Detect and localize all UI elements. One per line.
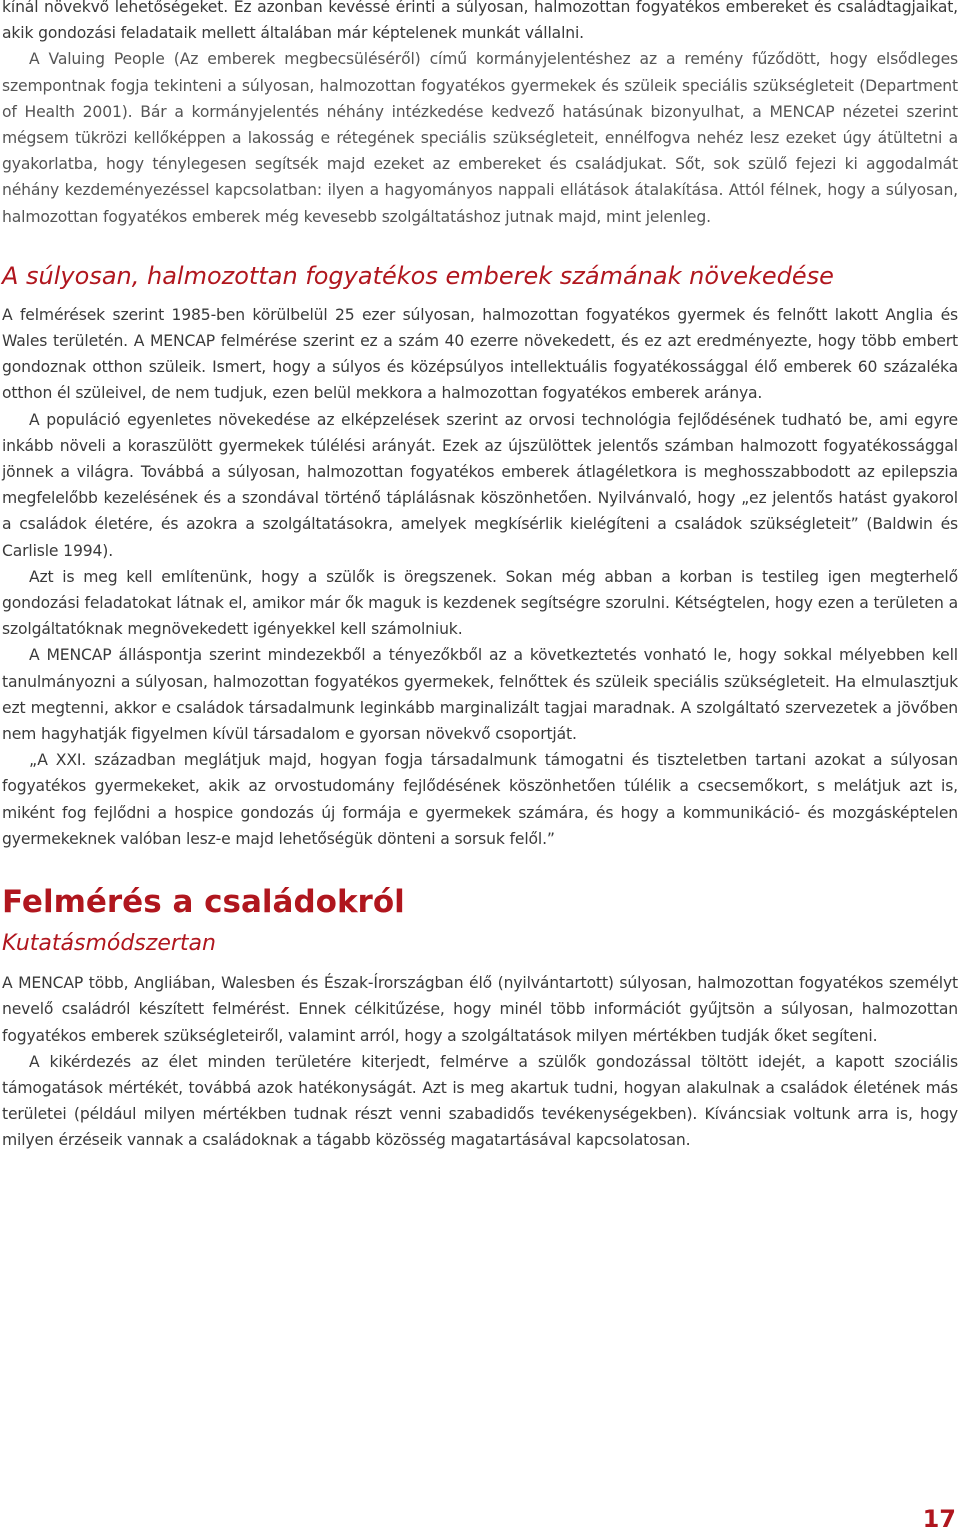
paragraph-intro-continuation: kínál növekvő lehetőségeket. Ez azonban kevéssé érinti a súlyosan, halmozottan fogyatékos embereket és családtagjaikat, akik gondozási feladataik mellett általában már képtelenek munkát vállalni. xyxy=(2,0,958,43)
document-page xyxy=(2,0,958,1154)
page-number: 17 xyxy=(922,1505,956,1533)
paragraph-mencap-survey: A MENCAP több, Angliában, Walesben és Észak-Írországban élő (nyilvántartott) súlyosan, halmozottan fogyatékos személyt nevelő családról készített felmérést. Ennek célkitűzése, hogy minél több információt gyűjtsön a súlyosan, halmozottan fogyatékos emberek szükségleteiről, valamint arról, hogy a szolgáltatások milyen mértékben tudják őket segíteni. xyxy=(2,974,958,1045)
paragraph-population-growth: A populáció egyenletes növekedése az elképzelések szerint az orvosi technológia fejlődésének tudható be, ami egyre inkább növeli a koraszülött gyermekek túlélési arányát. Ezek az újszülöttek jelentős számban halmozott fogyatékossággal jönnek a világra. Továbbá a súlyosan, halmozottan fogyatékos emberek átlagéletkora is meghosszabbodott az epilepszia megfelelőbb kezelésének és a szondával történő táplálásnak köszönhetően. Nyilvánvaló, hogy „ez jelentős hatást gyakorol a családok életére, és azokra a szolgáltatásokra, amelyek megkísérlik kielégíteni a családok szükségleteit” (Baldwin és Carlisle 1994). xyxy=(2,410,958,560)
paragraph-aging-parents: Azt is meg kell említenünk, hogy a szülők is öregszenek. Sokan még abban a korban is testileg igen megterhelő gondozási feladatokat látnak el, amikor már ők maguk is kezdenek segítségre szorulni. Kétségtelen, hogy ezen a területen a szolgáltatóknak megnövekedett igényekkel kell számolniuk. xyxy=(2,567,958,639)
section-heading-population-growth: A súlyosan, halmozottan fogyatékos emberek számának növekedése xyxy=(2,261,834,290)
subheading-research-methodology: Kutatásmódszertan xyxy=(2,931,216,957)
paragraph-mencap-position: A MENCAP álláspontja szerint mindezekből a tényezőkből az a következtetés vonható le, hogy sokkal mélyebben kell tanulmányozni a súlyosan, halmozottan fogyatékos gyermekek, felnőttek és szüleik speciális szükségleteit. Ha elmulasztjuk ezt megtenni, akkor e családok társadalmunk leginkább marginalizált tagjai maradnak. A szolgáltató szervezetek a jövőben nem hagyhatják figyelmen kívül társadalom e gyorsan növekvő csoportját. xyxy=(2,646,958,744)
paragraph-interview-scope: A kikérdezés az élet minden területére kiterjedt, felmérve a szülők gondozással töltött idejét, a kapott szociális támogatások mértékét, továbbá azok hatékonyságát. Azt is meg akartuk tudni, hogyan alakulnak a családok életének más területei (például milyen mértékben tudnak részt venni szabadidős tevékenységekben). Kíváncsiak voltunk arra is, hogy milyen érzéseik vannak a családoknak a tágabb közösség magatartásával kapcsolatosan. xyxy=(2,1052,958,1150)
paragraph-quote-21st-century: „A XXI. században meglátjuk majd, hogyan fogja társadalmunk támogatni és tiszteletben tartani azokat a súlyosan fogyatékos gyermekeket, akik az orvostudomány fejlődésének köszönhetően túlélik a csecsemőkort, s melátjuk azt is, miként fog fejlődni a hospice gondozás új formája e gyermekek számára, és hogy a kommunikáció- és mozgásképtelen gyermekeknek valóban lesz-e majd lehetőségük dönteni a sorsuk felől.” xyxy=(2,751,958,848)
paragraph-valuing-people: A Valuing People (Az emberek megbecsüléséről) című kormányjelentéshez az a remény fűződött, hogy elsődleges szempontnak fogja tekinteni a súlyosan, halmozottan fogyatékos gyermekek és szüleik speciális szükségleteit (Department of Health 2001). Bár a kormányjelentés néhány intézkedése kedvező hatásúnak bizonyulhat, a MENCAP nézetei szerint mégsem tükrözi kellőképpen a lakosság e rétegének speciális szükségleteit, ennélfogva nehéz lesz ezeket úgy átültetni a gyakorlatba, hogy ténylegesen segítsék majd ezeket az embereket és családjukat. Sőt, sok szülő fejezi ki aggodalmát néhány kezdeményezéssel kapcsolatban: ilyen a hagyományos nappali ellátások átalakítása. Attól félnek, hogy a súlyosan, halmozottan fogyatékos emberek még kevesebb szolgáltatáshoz jutnak majd, mint jelenleg. xyxy=(2,50,958,226)
paragraph-survey-1985: A felmérések szerint 1985-ben körülbelül 25 ezer súlyosan, halmozottan fogyatékos gyermek és felnőtt lakott Anglia és Wales területén. A MENCAP felmérése szerint ez a szám 40 ezerre növekedett, és ez azt eredményezte, hogy több embert gondoznak otthon szüleik. Ismert, hogy a súlyos és középsúlyos intellektuális fogyatékossággal élő emberek 60 százaléka otthon él szüleivel, de nem tudjuk, ezen belül mekkora a halmozottan fogyatékos emberek aránya. xyxy=(2,305,958,403)
section-heading-family-survey: Felmérés a családokról xyxy=(2,884,405,921)
